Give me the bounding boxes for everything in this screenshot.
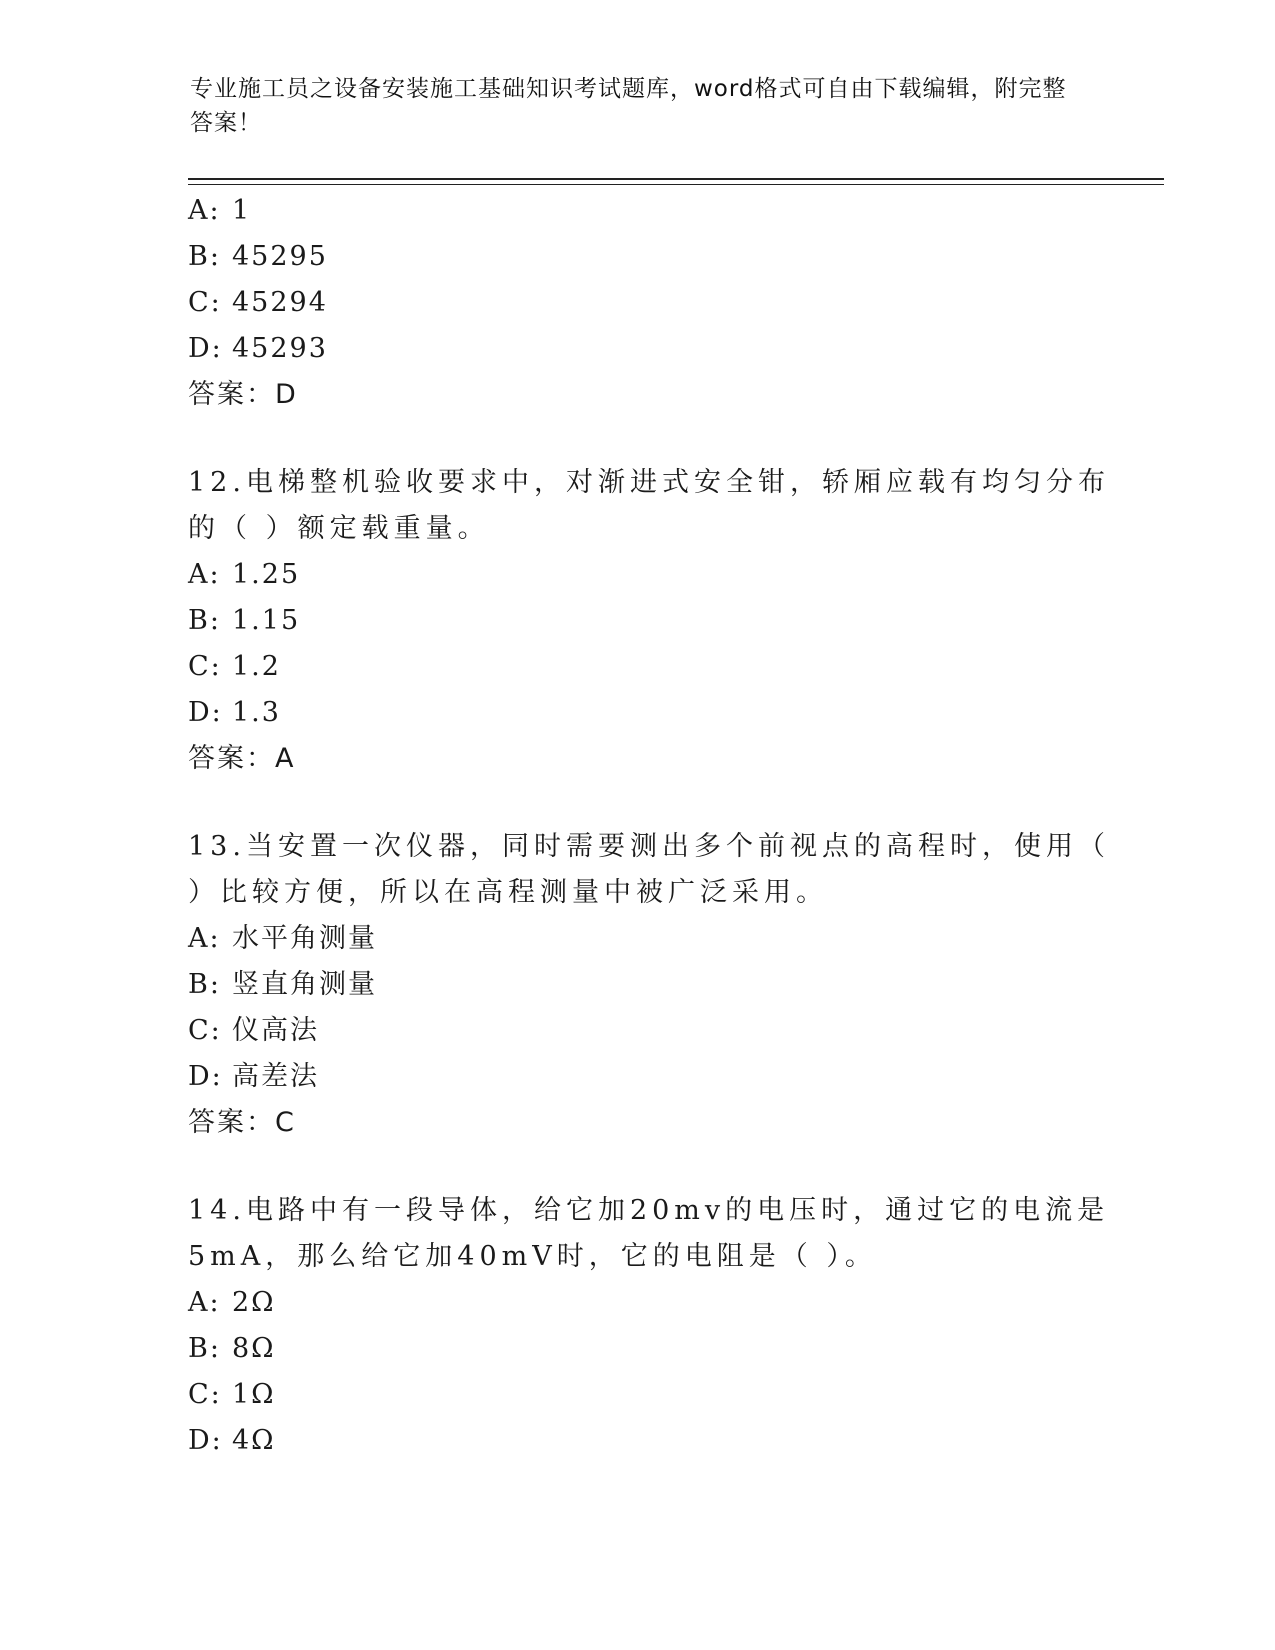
answer-line: 答案：C bbox=[188, 1107, 296, 1138]
option-c: C: 1.2 bbox=[188, 651, 281, 682]
document-header: 专业施工员之设备安装施工基础知识考试题库，word格式可自由下载编辑，附完整答案！ bbox=[190, 76, 1067, 136]
option-b: B: 8Ω bbox=[188, 1333, 276, 1364]
option-b: B: 1.15 bbox=[188, 605, 301, 636]
question-block bbox=[188, 460, 1128, 782]
option-c: C: 仪高法 bbox=[188, 1015, 319, 1046]
option-a: A: 2Ω bbox=[188, 1287, 276, 1318]
option-a: A: 1 bbox=[188, 195, 252, 226]
option-d: D: 1.3 bbox=[188, 697, 281, 728]
question-block bbox=[188, 824, 1128, 1146]
answer-line: 答案：A bbox=[188, 743, 296, 774]
question-list bbox=[188, 188, 1128, 1506]
option-d: D: 4Ω bbox=[188, 1425, 276, 1456]
question-text: 13.当安置一次仪器，同时需要测出多个前视点的高程时，使用（ ）比较方便，所以在高程测量中被广泛采用。 bbox=[188, 831, 1110, 908]
option-c: C: 1Ω bbox=[188, 1379, 276, 1410]
option-b: B: 45295 bbox=[188, 241, 328, 272]
header-divider-thick bbox=[188, 178, 1164, 180]
question-text: 12.电梯整机验收要求中，对渐进式安全钳，轿厢应载有均匀分布的（ ）额定载重量。 bbox=[188, 467, 1110, 544]
option-c: C: 45294 bbox=[188, 287, 328, 318]
option-d: D: 45293 bbox=[188, 333, 328, 364]
question-block bbox=[188, 188, 1128, 418]
option-a: A: 1.25 bbox=[188, 559, 301, 590]
answer-line: 答案：D bbox=[188, 379, 298, 410]
header-divider-thin bbox=[188, 184, 1164, 185]
option-d: D: 高差法 bbox=[188, 1061, 319, 1092]
option-a: A: 水平角测量 bbox=[188, 923, 377, 954]
option-b: B: 竖直角测量 bbox=[188, 969, 377, 1000]
question-text: 14.电路中有一段导体，给它加20mv的电压时，通过它的电流是5mA，那么给它加40mV时，它的电阻是（ ）。 bbox=[188, 1195, 1110, 1272]
question-block bbox=[188, 1188, 1128, 1464]
